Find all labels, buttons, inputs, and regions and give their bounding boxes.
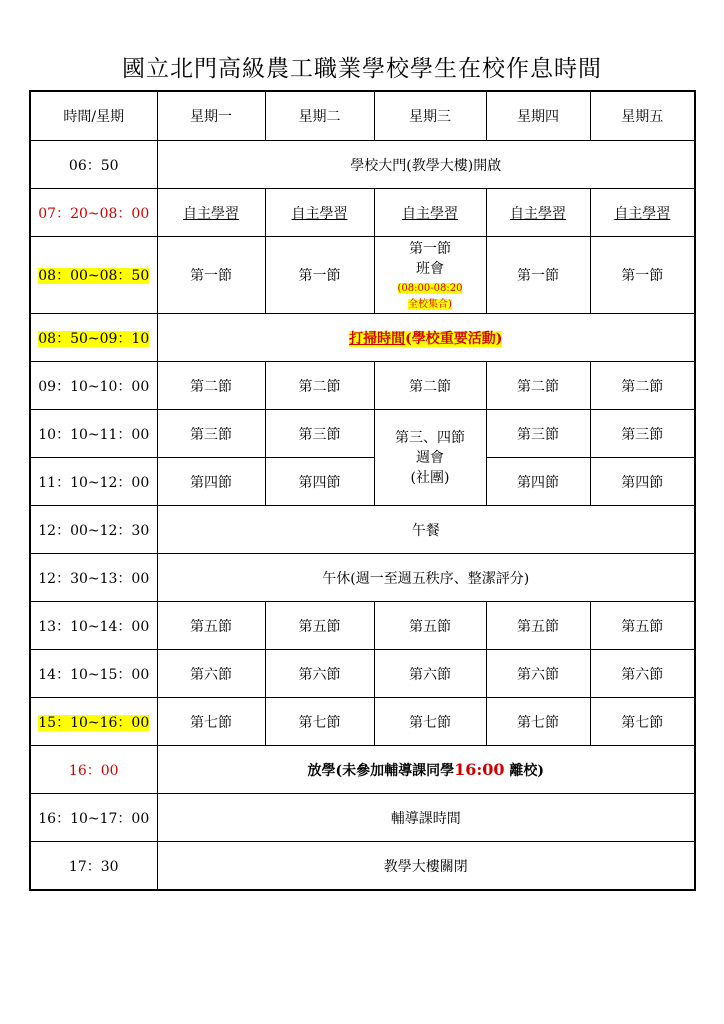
dismissal-text: 放學(未參加輔導課同學 — [307, 762, 455, 779]
header-tuesday: 星期二 — [265, 91, 374, 141]
period-cell: 第二節 — [590, 362, 695, 410]
table-row — [30, 554, 695, 602]
header-row — [30, 91, 695, 141]
table-row — [30, 698, 695, 746]
time-cell: 07：20~08：00 — [30, 189, 157, 237]
header-friday: 星期五 — [590, 91, 695, 141]
dismissal-cell — [157, 746, 695, 794]
table-row — [30, 189, 695, 237]
period-cell: 第一節 — [265, 237, 374, 314]
header-thursday: 星期四 — [486, 91, 590, 141]
table-row — [30, 842, 695, 891]
time-cell: 09：10~10：00 — [30, 362, 157, 410]
self-study-cell — [590, 189, 695, 237]
self-study-cell — [486, 189, 590, 237]
header-monday: 星期一 — [157, 91, 265, 141]
period-cell: 第二節 — [265, 362, 374, 410]
assembly-note-line1: (08:00-08:20 — [397, 283, 463, 294]
table-row — [30, 410, 695, 458]
time-cell: 10：10~11：00 — [30, 410, 157, 458]
schedule-table — [29, 90, 696, 891]
cleaning-time-detail: (學校重要活動) — [405, 330, 503, 347]
self-study-label: 自主學習 — [291, 205, 348, 222]
cleaning-time-highlight — [349, 331, 502, 347]
period-cell: 第七節 — [157, 698, 265, 746]
self-study-cell — [157, 189, 265, 237]
period-cell: 第二節 — [486, 362, 590, 410]
period-cell: 第六節 — [265, 650, 374, 698]
period-cell: 第四節 — [486, 458, 590, 506]
nap-cell: 午休(週一至週五秩序、整潔評分) — [157, 554, 695, 602]
period-cell: 第三節 — [486, 410, 590, 458]
period-cell: 第四節 — [265, 458, 374, 506]
period-cell: 第三節 — [265, 410, 374, 458]
page-title: 國立北門高級農工職業學校學生在校作息時間 — [122, 56, 602, 82]
period-cell: 第三節 — [157, 410, 265, 458]
dismissal-text-end: 離校) — [504, 762, 545, 779]
assembly-note-line2: 全校集合) — [408, 299, 452, 310]
time-cell — [30, 698, 157, 746]
period-cell: 第六節 — [486, 650, 590, 698]
period-cell: 第一節 — [157, 237, 265, 314]
period-cell: 第五節 — [157, 602, 265, 650]
table-row — [30, 506, 695, 554]
period-cell: 第七節 — [590, 698, 695, 746]
self-study-label: 自主學習 — [402, 205, 458, 222]
time-highlight: 08：50~09：10 — [38, 330, 150, 347]
period-cell: 第七節 — [265, 698, 374, 746]
period-cell: 第六節 — [157, 650, 265, 698]
table-row — [30, 650, 695, 698]
self-study-cell — [265, 189, 374, 237]
time-cell: 12：00~12：30 — [30, 506, 157, 554]
table-row — [30, 362, 695, 410]
self-study-label: 自主學習 — [510, 205, 566, 222]
time-cell: 14：10~15：00 — [30, 650, 157, 698]
assembly-club-cell — [374, 410, 486, 506]
table-row — [30, 602, 695, 650]
period-cell: 第七節 — [486, 698, 590, 746]
header-wednesday: 星期三 — [374, 91, 486, 141]
time-cell: 12：30~13：00 — [30, 554, 157, 602]
table-row — [30, 141, 695, 189]
time-highlight: 15：10~16：00 — [38, 714, 150, 731]
header-time-weekday: 時間/星期 — [30, 91, 157, 141]
table-row — [30, 314, 695, 362]
club-label: (社團) — [410, 469, 450, 486]
period-cell: 第四節 — [157, 458, 265, 506]
cleaning-time-cell — [157, 314, 695, 362]
table-row — [30, 794, 695, 842]
period-cell: 第二節 — [157, 362, 265, 410]
assembly-note — [398, 283, 463, 310]
lunch-cell: 午餐 — [157, 506, 695, 554]
time-cell: 16：10~17：00 — [30, 794, 157, 842]
building-close-cell: 教學大樓關閉 — [157, 842, 695, 891]
period-cell: 第五節 — [486, 602, 590, 650]
time-highlight: 08：00~08：50 — [38, 268, 150, 284]
time-cell: 13：10~14：00 — [30, 602, 157, 650]
self-study-label: 自主學習 — [183, 205, 239, 222]
class-meeting-cell — [374, 237, 486, 314]
period-cell: 第四節 — [590, 458, 695, 506]
time-cell: 11：10~12：00 — [30, 458, 157, 506]
class-meeting-label: 班會 — [416, 261, 444, 277]
self-study-label: 自主學習 — [614, 205, 671, 222]
weekly-meeting-label: 週會 — [416, 449, 444, 466]
period-cell: 第六節 — [590, 650, 695, 698]
period-cell: 第七節 — [374, 698, 486, 746]
period-cell: 第二節 — [374, 362, 486, 410]
time-cell — [30, 314, 157, 362]
period-cell: 第五節 — [374, 602, 486, 650]
period-cell: 第一節 — [486, 237, 590, 314]
table-row — [30, 746, 695, 794]
periods-label: 第三、四節 — [395, 429, 465, 446]
period-cell: 第五節 — [590, 602, 695, 650]
self-study-cell — [374, 189, 486, 237]
dismissal-time: 16:00 — [454, 759, 505, 779]
tutoring-cell: 輔導課時間 — [157, 794, 695, 842]
time-cell: 16：00 — [30, 746, 157, 794]
period-cell: 第一節 — [590, 237, 695, 314]
period-cell: 第三節 — [590, 410, 695, 458]
period-cell: 第六節 — [374, 650, 486, 698]
cleaning-time-label: 打掃時間 — [349, 330, 406, 347]
period-label: 第一節 — [409, 241, 451, 257]
table-row — [30, 237, 695, 314]
time-cell: 06：50 — [30, 141, 157, 189]
gate-open-cell: 學校大門(教學大樓)開啟 — [157, 141, 695, 189]
table-row — [30, 458, 695, 506]
time-cell: 17：30 — [30, 842, 157, 891]
period-cell: 第五節 — [265, 602, 374, 650]
time-cell — [30, 237, 157, 314]
